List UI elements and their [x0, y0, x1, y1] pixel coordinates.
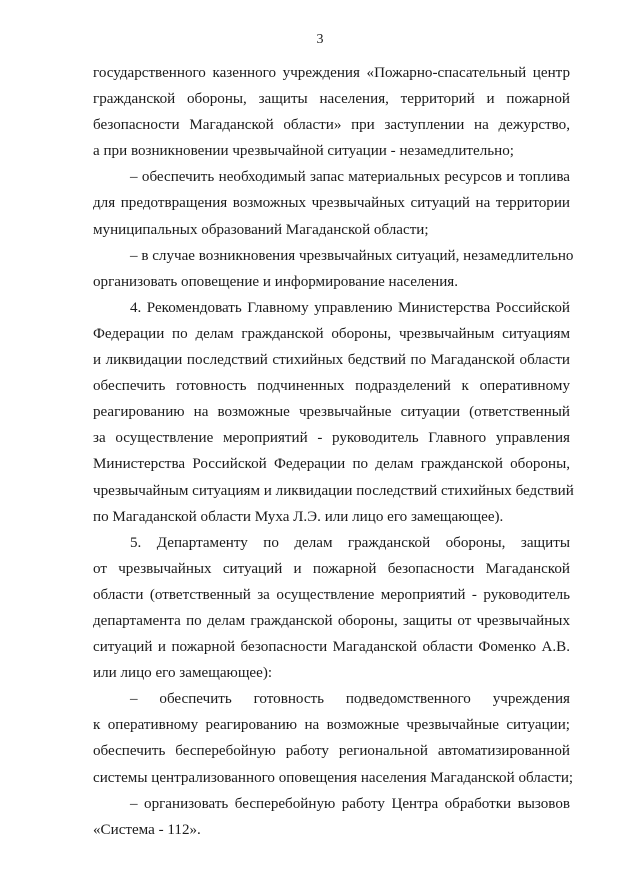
text-line: безопасности Магаданской области» при заступлении на дежурство, — [93, 117, 570, 134]
text-line: обеспечить бесперебойную работу региональной автоматизированной — [93, 743, 570, 760]
text-line: Министерства Российской Федерации по делам гражданской обороны, — [93, 456, 570, 473]
text-line: или лицо его замещающее): — [93, 665, 273, 682]
text-line: обеспечить готовность подчиненных подразделений к оперативному — [93, 378, 570, 395]
text-line: – обеспечить готовность подведомственного учреждения — [130, 691, 570, 708]
text-line: – обеспечить необходимый запас материальных ресурсов и топлива — [130, 169, 570, 186]
text-line: и ликвидации последствий стихийных бедствий по Магаданской области — [93, 352, 570, 369]
text-line: – организовать бесперебойную работу Центра обработки вызовов — [130, 795, 570, 812]
text-line: ситуаций и пожарной безопасности Магаданской области Фоменко А.В. — [93, 639, 570, 656]
text-line: чрезвычайным ситуациям и ликвидации последствий стихийных бедствий — [93, 482, 574, 499]
text-line: области (ответственный за осуществление мероприятий - руководитель — [93, 586, 570, 603]
text-line: организовать оповещение и информирование населения. — [93, 273, 458, 290]
text-line: 4. Рекомендовать Главному управлению Министерства Российской — [130, 299, 570, 316]
text-line: для предотвращения возможных чрезвычайных ситуаций на территории — [93, 195, 570, 212]
text-line: департамента по делам гражданской обороны, защиты от чрезвычайных — [93, 612, 570, 629]
text-line: реагированию на возможные чрезвычайные ситуации (ответственный — [93, 404, 570, 421]
text-line: а при возникновении чрезвычайной ситуации - незамедлительно; — [93, 143, 514, 160]
text-line: государственного казенного учреждения «Пожарно-спасательный центр — [93, 65, 570, 81]
text-line: муниципальных образований Магаданской области; — [93, 221, 429, 238]
text-line: «Система - 112». — [93, 821, 201, 838]
document-body — [93, 60, 574, 843]
text-line: от чрезвычайных ситуаций и пожарной безопасности Магаданской — [93, 560, 570, 577]
text-line: – в случае возникновения чрезвычайных ситуаций, незамедлительно — [130, 247, 574, 264]
text-line: по Магаданской области Муха Л.Э. или лицо его замещающее). — [93, 508, 504, 525]
page-number: 3 — [316, 32, 324, 47]
text-line: к оперативному реагированию на возможные чрезвычайные ситуации; — [93, 717, 570, 734]
text-line: системы централизованного оповещения населения Магаданской области; — [93, 769, 574, 786]
text-line: гражданской обороны, защиты населения, территорий и пожарной — [93, 91, 570, 108]
text-line: 5. Департаменту по делам гражданской обороны, защиты — [130, 534, 570, 551]
text-line: за осуществление мероприятий - руководитель Главного управления — [93, 430, 570, 447]
text-line: Федерации по делам гражданской обороны, чрезвычайным ситуациям — [93, 325, 570, 342]
